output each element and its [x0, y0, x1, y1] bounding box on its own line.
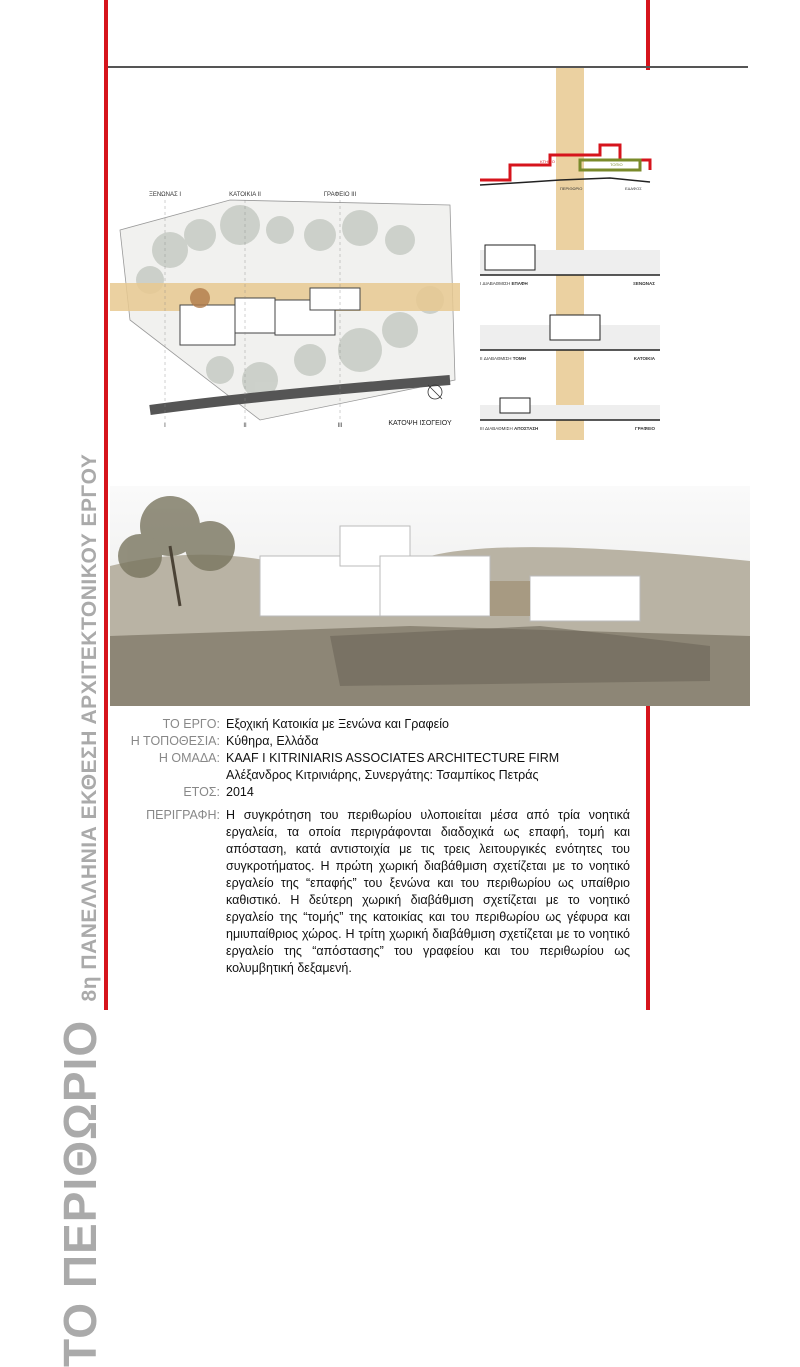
info-key-location: Η ΤΟΠΟΘΕΣΙΑ:: [130, 734, 220, 748]
section-3-right: ΓΡΑΦΕΙΟ: [635, 426, 655, 431]
project-info: [110, 716, 630, 977]
info-value-location: Κύθηρα, Ελλάδα: [226, 734, 319, 748]
section-1-title: I ΔΙΑΒΑΘΜΙΣΗ ΕΠΑΦΗ: [480, 281, 528, 286]
section-3-title: III ΔΙΑΒΑΘΜΙΣΗ ΑΠΟΣΤΑΣΗ: [480, 426, 539, 431]
plan-axis-mark-1: I: [164, 423, 166, 429]
info-key-description: ΠΕΡΙΓΡΑΦΗ:: [146, 808, 220, 822]
plan-caption: ΚΑΤΟΨΗ ΙΣΟΓΕΙΟΥ: [388, 420, 452, 427]
info-row-location: [110, 733, 630, 750]
vertical-title-sub: 8η ΠΑΝΕΛΛΗΝΙΑ ΕΚΘΕΣΗ ΑΡΧΙΤΕΚΤΟΝΙΚΟΥ ΕΡΓΟΥ: [78, 453, 101, 1002]
info-row-team-members: [110, 767, 630, 784]
info-key-project: ΤΟ ΕΡΓΟ:: [162, 717, 220, 731]
info-value-team: KAAF I KITRINIARIS ASSOCIATES ARCHITECTURE FIRM: [226, 751, 560, 765]
diagram-label-building: ΚΤΗΡΙΟ: [540, 159, 555, 164]
plan-label-office: ΓΡΑΦΕΙΟ III: [323, 192, 357, 198]
render-photo: [110, 486, 750, 706]
section-1-right: ΞΕΝΩΝΑΣ: [633, 281, 655, 286]
info-key-team: Η ΟΜΑΔΑ:: [158, 751, 220, 765]
plan-label-guesthouse: ΞΕΝΩΝΑΣ I: [148, 192, 182, 198]
vertical-title: [53, 367, 107, 1367]
right-red-line: [646, 0, 650, 70]
diagram-label-landscape: ΤΟΠΙΟ: [610, 162, 623, 167]
info-value-project: Εξοχική Κατοικία με Ξενώνα και Γραφείο: [226, 717, 449, 731]
info-row-project: [110, 716, 630, 733]
info-row-year: [110, 784, 630, 801]
info-row-team: [110, 750, 630, 767]
site-plan: [110, 180, 460, 430]
info-value-year: 2014: [226, 785, 254, 799]
right-red-line-lower: [646, 706, 650, 1010]
info-row-description: [110, 807, 630, 977]
section-2-right: ΚΑΤΟΙΚΙΑ: [633, 356, 655, 361]
section-diagrams: [470, 140, 750, 440]
plan-label-house: ΚΑΤΟΙΚΙΑ II: [229, 192, 261, 198]
top-rule: [108, 66, 748, 68]
info-key-team-members: [110, 767, 226, 784]
plan-axis-mark-3: III: [337, 423, 343, 429]
plan-axis-mark-2: II: [243, 423, 247, 429]
diagram-label-margin: ΠΕΡΙΘΩΡΙΟ: [560, 186, 583, 191]
info-key-year: ΕΤΟΣ:: [183, 785, 220, 799]
section-2-title: II ΔΙΑΒΑΘΜΙΣΗ ΤΟΜΗ: [480, 356, 526, 361]
diagram-label-ground: ΕΔΑΦΟΣ: [625, 186, 642, 191]
info-value-description: Η συγκρότηση του περιθωρίου υλοποιείται μέσα από τρία νοητικά εργαλεία, τα οποία περιγράφονται διαδοχικά ως επαφή, τομή και απόσταση, κατά αντιστοιχία με τις τρεις λειτουργικές ενότητες του συγκροτήματος. Η πρώτη χωρική διαβάθμιση σχετίζεται με το νοητικό εργαλείο της “επαφής” του ξενώνα και του περιθωρίου ως υπαίθριο καθιστικό. Η δεύτερη χωρική διαβάθμιση σχετίζεται με το νοητικό εργαλείο της “τομής” της κατοικίας και του περιθωρίου ως γέφυρα και ημιυπαίθριος χώρος. Η τρίτη χωρική διαβάθμιση σχετίζεται με το νοητικό εργαλείο της “απόστασης” του γραφείου και του περιθωρίου ως κολυμβητική δεξαμενή.: [226, 808, 630, 975]
info-value-team-members: Αλέξανδρος Κιτρινιάρης, Συνεργάτης: Τσαμπίκος Πετράς: [226, 768, 539, 782]
vertical-title-main: ΤΟ ΠΕΡΙΘΩΡΙΟ: [54, 1019, 106, 1367]
